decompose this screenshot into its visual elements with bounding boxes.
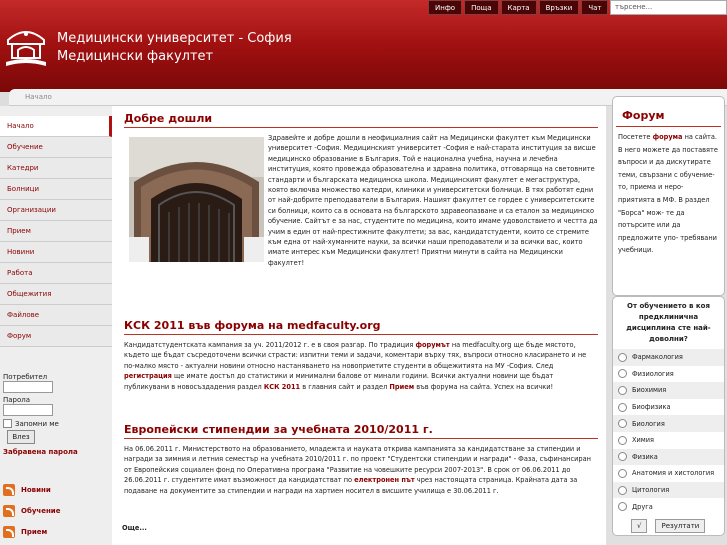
right-sidebar <box>606 106 727 545</box>
poll-option-label: Биофизика <box>632 403 671 412</box>
menu-item-departments[interactable]: Катедри <box>0 158 112 179</box>
ksk-text-part: в главния сайт и раздел <box>300 382 390 391</box>
poll-option-label: Химия <box>632 436 655 445</box>
scholarships-text <box>124 444 598 496</box>
site-title-line2[interactable]: Медицински факултет <box>57 49 214 64</box>
topnav-mail[interactable]: Поща <box>464 0 498 15</box>
poll-radio[interactable] <box>618 486 627 495</box>
rss-icon <box>3 526 15 538</box>
forum-box <box>612 96 725 296</box>
left-sidebar <box>0 106 112 545</box>
forum-box-link[interactable]: форума <box>652 133 683 141</box>
results-button[interactable]: Резултати <box>655 519 705 533</box>
poll-option-label: Анатомия и хистология <box>632 469 715 478</box>
password-label: Парола <box>3 396 31 404</box>
site-title-line1[interactable]: Медицински университет - София <box>57 31 292 46</box>
poll-box <box>612 296 725 536</box>
ksk-text-part: ще имате достъп до статистики и минимални балове от минали години. Всички актуални новини ще бъдат публикувани в новосъздадения раздел <box>124 372 554 391</box>
welcome-text: Здравейте и добре дошли в неофициалния сайт на Медицински факултет към Медицински университет -София. Медицинският университет -София е най-старата институция за висше медицинско образование в България. Той е национална учебна, научна и лечебна институция, която провежда образователна и здравна политика, отговаряща на световните стандарти и българската медицинска школа. Медицинският факултет е мегаструктура, която включва множество катедри, клиники и университетски болници. В тях работят едни от най-добрите преподаватели в България. Нашият факултет се гордее с университетските си болници, които са в основата на българското здравеопазване и са еталон за медицинско обучение. Сайтът е за нас, студентите по медицина, които имаме удоволствието и честта да учим в един от най-престижните факултети; за вас, кандидатстуденти, които се стремите към една от най-хуманните науки, за всички наши преподаватели и за всички вас, които имате интерес към Медицински факултет! Приятни минути в сайта на Медицински факултет! <box>268 134 598 267</box>
poll-option[interactable] <box>613 399 724 416</box>
password-field[interactable] <box>3 404 53 416</box>
rss-admission[interactable] <box>3 526 47 538</box>
faculty-gate-photo <box>129 137 264 262</box>
poll-option-label: Биология <box>632 419 665 428</box>
ksk2011-link[interactable]: КСК 2011 <box>263 382 301 391</box>
ksk-text-part: във форума на сайта. Успех на всички! <box>414 382 554 391</box>
main-menu <box>0 116 112 347</box>
remember-label: Запомни ме <box>15 419 59 428</box>
search-input[interactable]: търсене... <box>610 0 727 15</box>
menu-item-education[interactable]: Обучение <box>0 137 112 158</box>
poll-option-label: Цитология <box>632 486 670 495</box>
breadcrumb[interactable]: Начало <box>25 93 52 101</box>
poll-options <box>613 349 724 515</box>
poll-option-label: Физиология <box>632 369 674 378</box>
menu-item-jobs[interactable]: Работа <box>0 263 112 284</box>
rss-admission-label: Прием <box>21 528 48 536</box>
remember-row <box>3 419 109 428</box>
poll-option[interactable] <box>613 349 724 366</box>
rss-news-label: Новини <box>21 486 51 494</box>
poll-question: От обучението в коя предклинична дисциплина сте най-доволни? <box>626 302 711 343</box>
topnav-chat[interactable]: Чат <box>581 0 608 15</box>
ksk-text <box>124 340 598 392</box>
vote-button[interactable]: √ <box>631 519 647 533</box>
poll-buttons <box>613 515 724 537</box>
welcome-heading: Добре дошли <box>124 112 598 128</box>
poll-option[interactable] <box>613 432 724 449</box>
header <box>0 0 727 92</box>
poll-radio[interactable] <box>618 469 627 478</box>
scholarships-heading: Европейски стипендии за учебната 2010/2011 г. <box>124 423 598 439</box>
rss-education-label: Обучение <box>21 507 61 515</box>
poll-radio[interactable] <box>618 353 627 362</box>
username-label: Потребител <box>3 373 48 381</box>
forum-box-text-part: на сайта. В него можете да поставяте въпроси и да дискутирате теми, свързани с обучение- то, приема и неро- приятията в МФ. В раздел "Борса" мож- те да потърсите или да предложите упо- требявани учебници. <box>618 133 718 255</box>
university-logo-icon[interactable] <box>4 20 48 72</box>
rss-icon <box>3 484 15 496</box>
menu-item-hospitals[interactable]: Болници <box>0 179 112 200</box>
menu-item-files[interactable]: Файлове <box>0 305 112 326</box>
login-button[interactable]: Влез <box>7 430 35 444</box>
scholarships-text-part: На 06.06.2011 г. Министерството на образованието, младежта и науката открива кампанията за кандидатстване за стипендии и награди за зимния и летния семестър на учебната 2010/2011 г. по проект "Студентски стипендии и награди" - Фаза, съфинансиран от Европейския социален фонд по Оперативна програма "Развитие на човешките ресурси 2007-2013". В срок от 06.06.2011 до 26.06.2011 г. студентите имат възможност да кандидатстват по <box>124 445 591 485</box>
more-link[interactable]: Още... <box>122 524 147 532</box>
forum-box-text <box>613 127 724 261</box>
poll-option[interactable] <box>613 382 724 399</box>
poll-radio[interactable] <box>618 369 627 378</box>
poll-radio[interactable] <box>618 436 627 445</box>
topnav-map[interactable]: Карта <box>501 0 537 15</box>
poll-radio[interactable] <box>618 502 627 511</box>
menu-item-news[interactable]: Новини <box>0 242 112 263</box>
forum-link[interactable]: форумът <box>415 341 450 349</box>
poll-radio[interactable] <box>618 452 627 461</box>
menu-item-dorms[interactable]: Общежития <box>0 284 112 305</box>
menu-item-forum[interactable]: Форум <box>0 326 112 347</box>
registration-link[interactable]: регистрация <box>124 372 172 381</box>
ksk-text-part: Кандидатстудентската кампания за уч. 2011/2012 г. е в своя разгар. По традиция <box>124 341 416 349</box>
rss-icon <box>3 505 15 517</box>
rss-news[interactable] <box>3 484 51 496</box>
electronic-link[interactable]: електронен път <box>354 476 415 485</box>
menu-item-admission[interactable]: Прием <box>0 221 112 242</box>
forum-box-text-part: Посетете <box>618 133 653 141</box>
poll-option[interactable] <box>613 465 724 482</box>
forum-box-title: Форум <box>616 105 721 127</box>
username-field[interactable] <box>3 381 53 393</box>
topnav-links[interactable]: Връзки <box>539 0 580 15</box>
scholarships-text-part: чрез настоящата страница. Крайната дата за подаване на документите за стипендии и награди на хартиен носител в висшите училища е 30.06.2011 г. <box>124 476 578 495</box>
top-nav <box>428 0 608 15</box>
menu-item-organizations[interactable]: Организации <box>0 200 112 221</box>
poll-radio[interactable] <box>618 386 627 395</box>
poll-option[interactable] <box>613 366 724 383</box>
poll-option[interactable] <box>613 482 724 499</box>
poll-radio[interactable] <box>618 403 627 412</box>
topnav-info[interactable]: Инфо <box>428 0 462 15</box>
poll-option-label: Друга <box>632 502 653 511</box>
poll-option[interactable] <box>613 449 724 466</box>
main-content <box>112 106 606 545</box>
ksk-heading: КСК 2011 във форума на medfaculty.org <box>124 319 598 335</box>
poll-option[interactable] <box>613 415 724 432</box>
poll-option-label: Биохимия <box>632 386 667 395</box>
poll-option-label: Физика <box>632 452 658 461</box>
poll-radio[interactable] <box>618 419 627 428</box>
menu-item-home[interactable]: Начало <box>0 116 112 137</box>
admission-link[interactable]: Прием <box>389 382 415 391</box>
forgot-password-link[interactable]: Забравена парола <box>3 448 78 456</box>
rss-education[interactable] <box>3 505 60 517</box>
poll-option-label: Фармакология <box>632 353 683 362</box>
login-form <box>3 370 109 456</box>
remember-checkbox[interactable] <box>3 419 12 428</box>
poll-option[interactable] <box>613 498 724 515</box>
ksk-text-part: на medfaculty.org ще бъде мястото, където ще бъдат съсредоточени всички страсти: изпитни теми и задачи, коментари върху тях, въпроси относно класирането и не по-малко място - актуални новини относно настаняването на новоприетите студенти в общежитията на МУ -София. След <box>124 341 587 370</box>
